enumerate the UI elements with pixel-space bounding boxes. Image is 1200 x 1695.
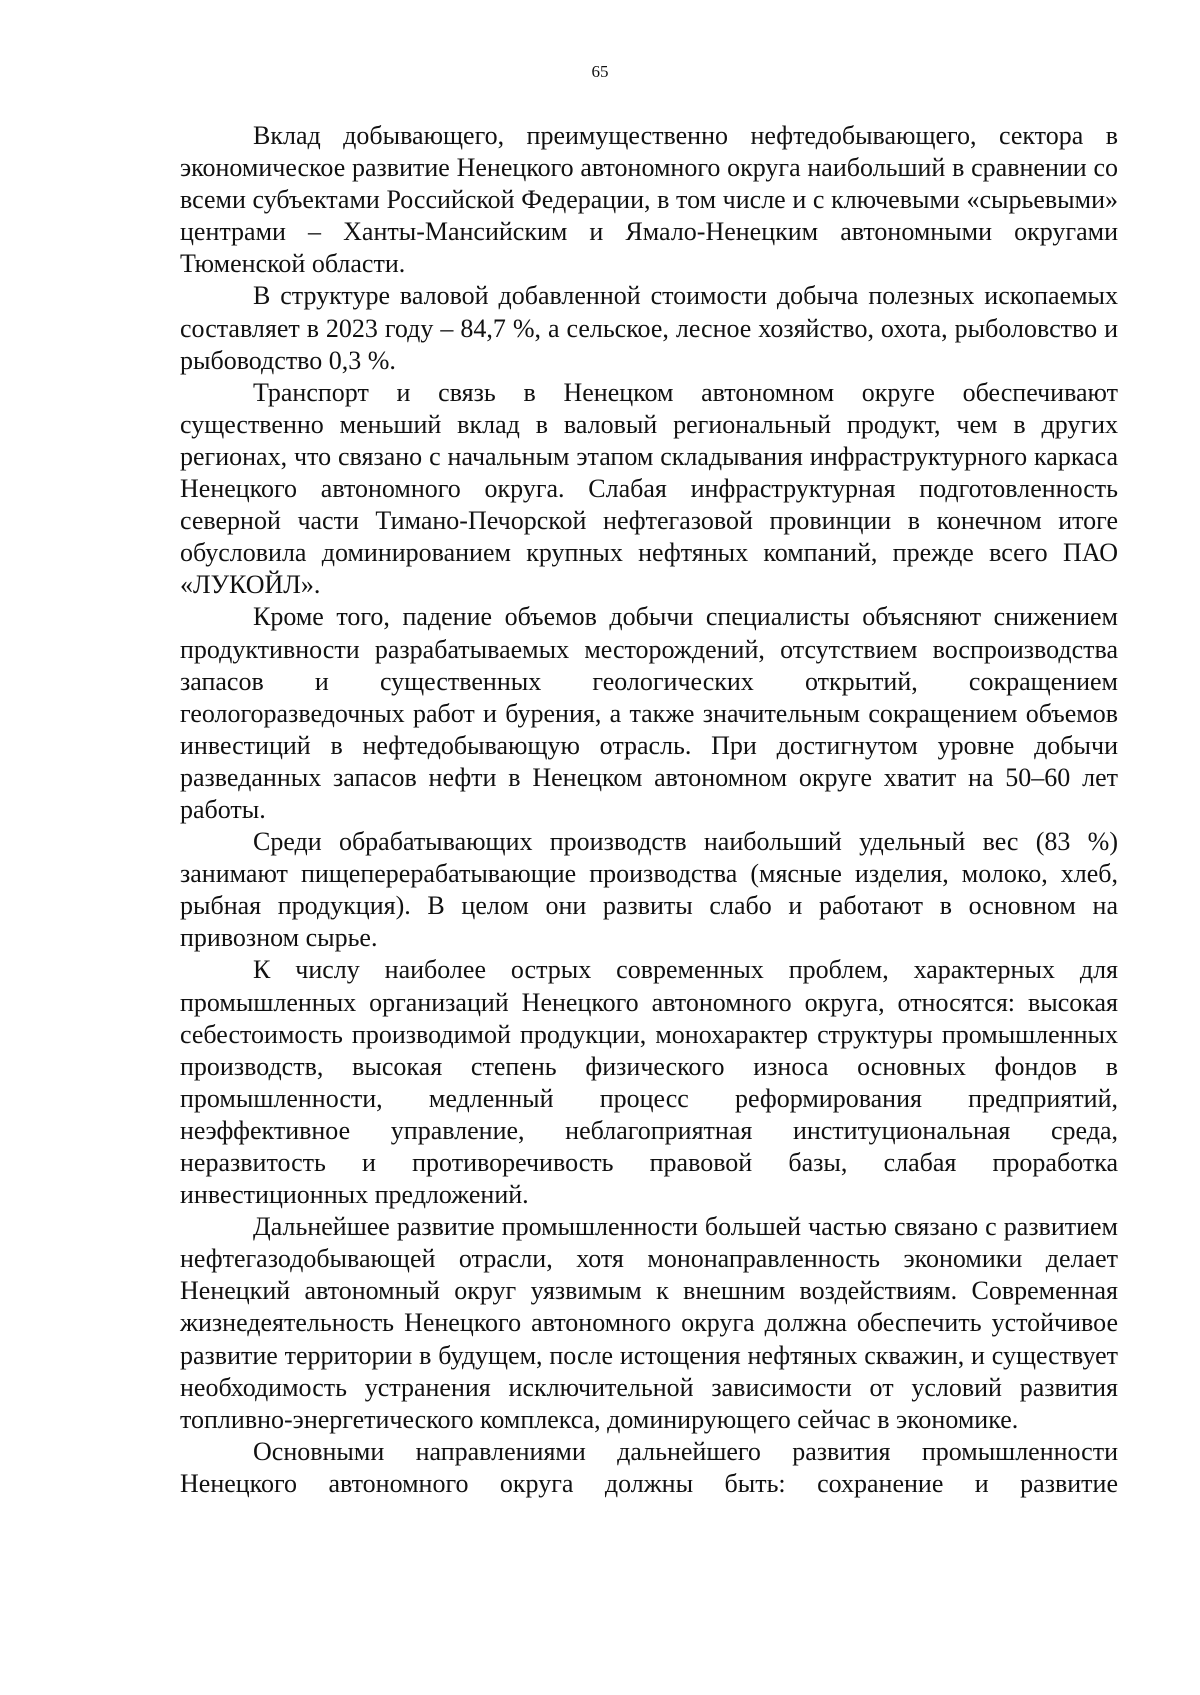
- paragraph-manufacturing: Среди обрабатывающих производств наибольший удельный вес (83 %) занимают пищеперерабатывающие производства (мясные изделия, молоко, хлеб, рыбная продукция). В целом они развиты слабо и работают в основном на привозном сырье.: [180, 827, 1118, 953]
- paragraph-gva-structure: В структуре валовой добавленной стоимости добыча полезных ископаемых составляет в 2023 году – 84,7 %, а сельское, лесное хозяйство, охота, рыболовство и рыбоводство 0,3 %.: [180, 281, 1118, 375]
- page-number: 65: [591, 62, 609, 81]
- paragraph-main-directions: Основными направлениями дальнейшего развития промышленности Ненецкого автономного округа должны быть: сохранение и развитие: [180, 1436, 1118, 1498]
- paragraph-production-decline: Кроме того, падение объемов добычи специалисты объясняют снижением продуктивности разрабатываемых месторождений, отсутствием воспроизводства запасов и существенных геологических открытий, сокращением геологоразведочных работ и бурения, а также значительным сокращением объемов инвестиций в нефтедобывающую отрасль. При достигнутом уровне добычи разведанных запасов нефти в Ненецком автономном округе хватит на 50–60 лет работы.: [180, 602, 1118, 824]
- paragraph-mining-contribution: Вклад добывающего, преимущественно нефтедобывающего, сектора в экономическое развитие Ненецкого автономного округа наибольший в сравнении со всеми субъектами Российской Федерации, в том числе и с ключевыми «сырьевыми» центрами – Ханты-Мансийским и Ямало-Ненецким автономными округами Тюменской области.: [180, 121, 1118, 279]
- paragraph-industrial-problems: К числу наиболее острых современных проблем, характерных для промышленных организаций Ненецкого автономного округа, относятся: высокая себестоимость производимой продукции, монохарактер структуры промышленных производств, высокая степень физического износа основных фондов в промышленности, медленный процесс реформирования предприятий, неэффективное управление, неблагоприятная институциональная среда, неразвитость и противоречивость правовой базы, слабая проработка инвестиционных предложений.: [180, 955, 1118, 1210]
- paragraph-transport-communication: Транспорт и связь в Ненецком автономном округе обеспечивают существенно меньший вклад в валовый региональный продукт, чем в других регионах, что связано с начальным этапом складывания инфраструктурного каркаса Ненецкого автономного округа. Слабая инфраструктурная подготовленность северной части Тимано-Печорской нефтегазовой провинции в конечном итоге обусловила доминированием крупных нефтяных компаний, прежде всего ПАО «ЛУКОЙЛ».: [180, 377, 1118, 600]
- paragraph-further-development: Дальнейшее развитие промышленности большей частью связано с развитием нефтегазодобывающей отрасли, хотя мононаправленность экономики делает Ненецкий автономный округ уязвимым к внешним воздействиям. Современная жизнедеятельность Ненецкого автономного округа должна обеспечить устойчивое развитие территории в будущем, после истощения нефтяных скважин, и существует необходимость устранения исключительной зависимости от условий развития топливно-энергетического комплекса, доминирующего сейчас в экономике.: [180, 1212, 1118, 1434]
- document-body: [180, 120, 1118, 1500]
